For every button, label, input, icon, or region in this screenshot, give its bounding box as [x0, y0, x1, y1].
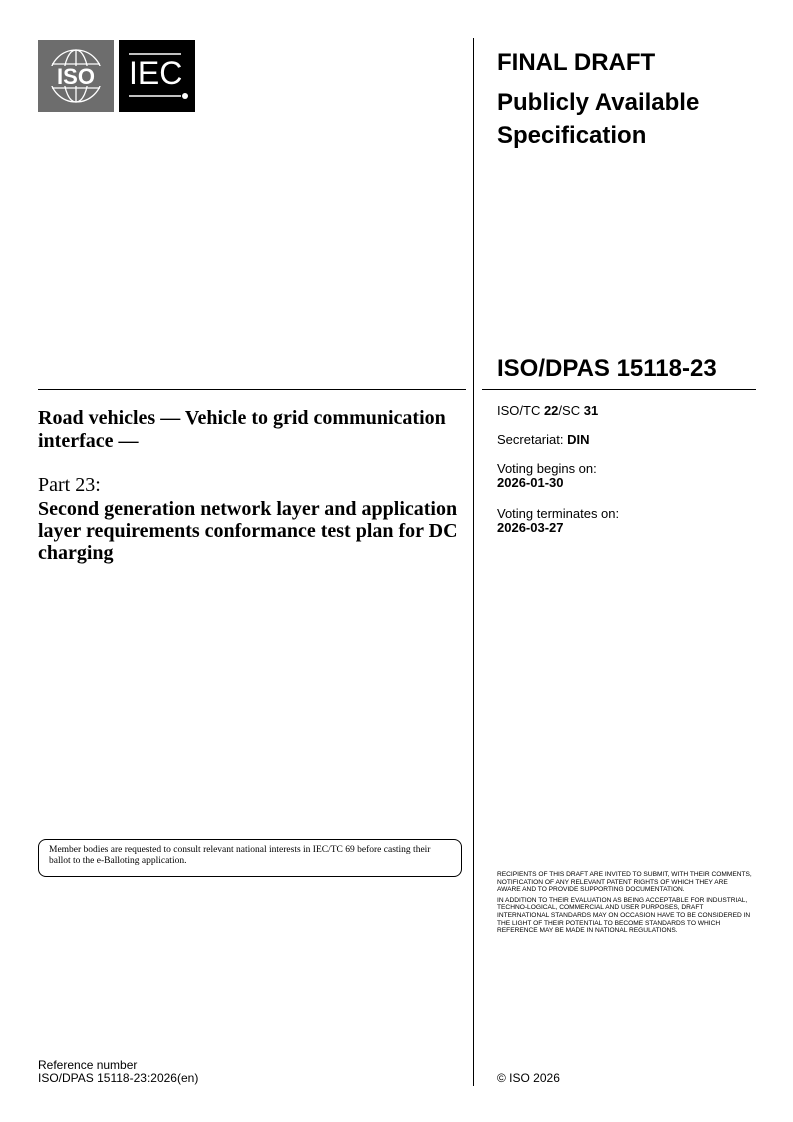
voting-terminates-label: Voting terminates on:: [497, 506, 620, 521]
vertical-divider: [473, 38, 474, 1086]
tc-number: 22: [543, 403, 559, 418]
committee-line: [497, 403, 598, 418]
copyright: © ISO 2026: [497, 1071, 560, 1085]
horizontal-divider-right: [482, 389, 756, 390]
member-notice-box: Member bodies are requested to consult relevant national interests in IEC/TC 69 before casting their ballot to the e-Balloting application.: [38, 839, 462, 877]
recipients-paragraph-2: IN ADDITION TO THEIR EVALUATION AS BEING ACCEPTABLE FOR INDUSTRIAL, TECHNO-LOGICAL, COMMERCIAL AND USER PURPOSES, DRAFT INTERNATIONAL STANDARDS MAY ON OCCASION HAVE TO BE CONSIDERED IN THE LIGHT OF THEIR POTENTIAL TO BECOME STANDARDS TO WHICH REFERENCE MAY BE MADE IN NATIONAL REGULATIONS.: [497, 896, 751, 935]
sc-prefix: /SC: [558, 403, 584, 418]
part-label: Part 23:: [38, 474, 101, 496]
recipients-notice: [497, 871, 752, 938]
reference-number: ISO/DPAS 15118-23:2026(en): [38, 1071, 199, 1085]
iec-logo-text: IEC: [129, 55, 183, 91]
secretariat-line: [497, 432, 589, 447]
voting-begins-value: 2026-01-30: [497, 475, 564, 490]
iso-logo-text: ISO: [57, 64, 95, 89]
reference-label: Reference number: [38, 1058, 138, 1072]
voting-begins-date: [497, 475, 564, 490]
document-title: Road vehicles — Vehicle to grid communication interface —: [38, 407, 446, 452]
voting-terminates-date: [497, 520, 564, 535]
recipients-paragraph-1: RECIPIENTS OF THIS DRAFT ARE INVITED TO SUBMIT, WITH THEIR COMMENTS, NOTIFICATION OF ANY RELEVANT PATENT RIGHTS OF WHICH THEY ARE AWARE AND TO PROVIDE SUPPORTING DOCUMENTATION.: [497, 871, 752, 894]
sc-number: 31: [583, 403, 599, 418]
iso-logo: [38, 40, 114, 112]
secretariat-value: DIN: [567, 432, 590, 447]
voting-begins-label: Voting begins on:: [497, 461, 597, 476]
committee-prefix: ISO/TC: [497, 403, 544, 418]
part-title: Second generation network layer and application layer requirements conformance test plan for DC charging: [38, 498, 458, 564]
document-number: ISO/DPAS 15118-23: [497, 355, 717, 382]
iec-logo-mark: [119, 40, 195, 112]
iec-logo: [119, 40, 195, 112]
iso-globe-icon: [38, 40, 114, 112]
draft-status: FINAL DRAFT: [497, 49, 656, 76]
horizontal-divider-left: [38, 389, 466, 390]
secretariat-label: Secretariat:: [497, 432, 568, 447]
document-type: Publicly Available Specification: [497, 89, 700, 149]
voting-terminates-value: 2026-03-27: [497, 520, 564, 535]
